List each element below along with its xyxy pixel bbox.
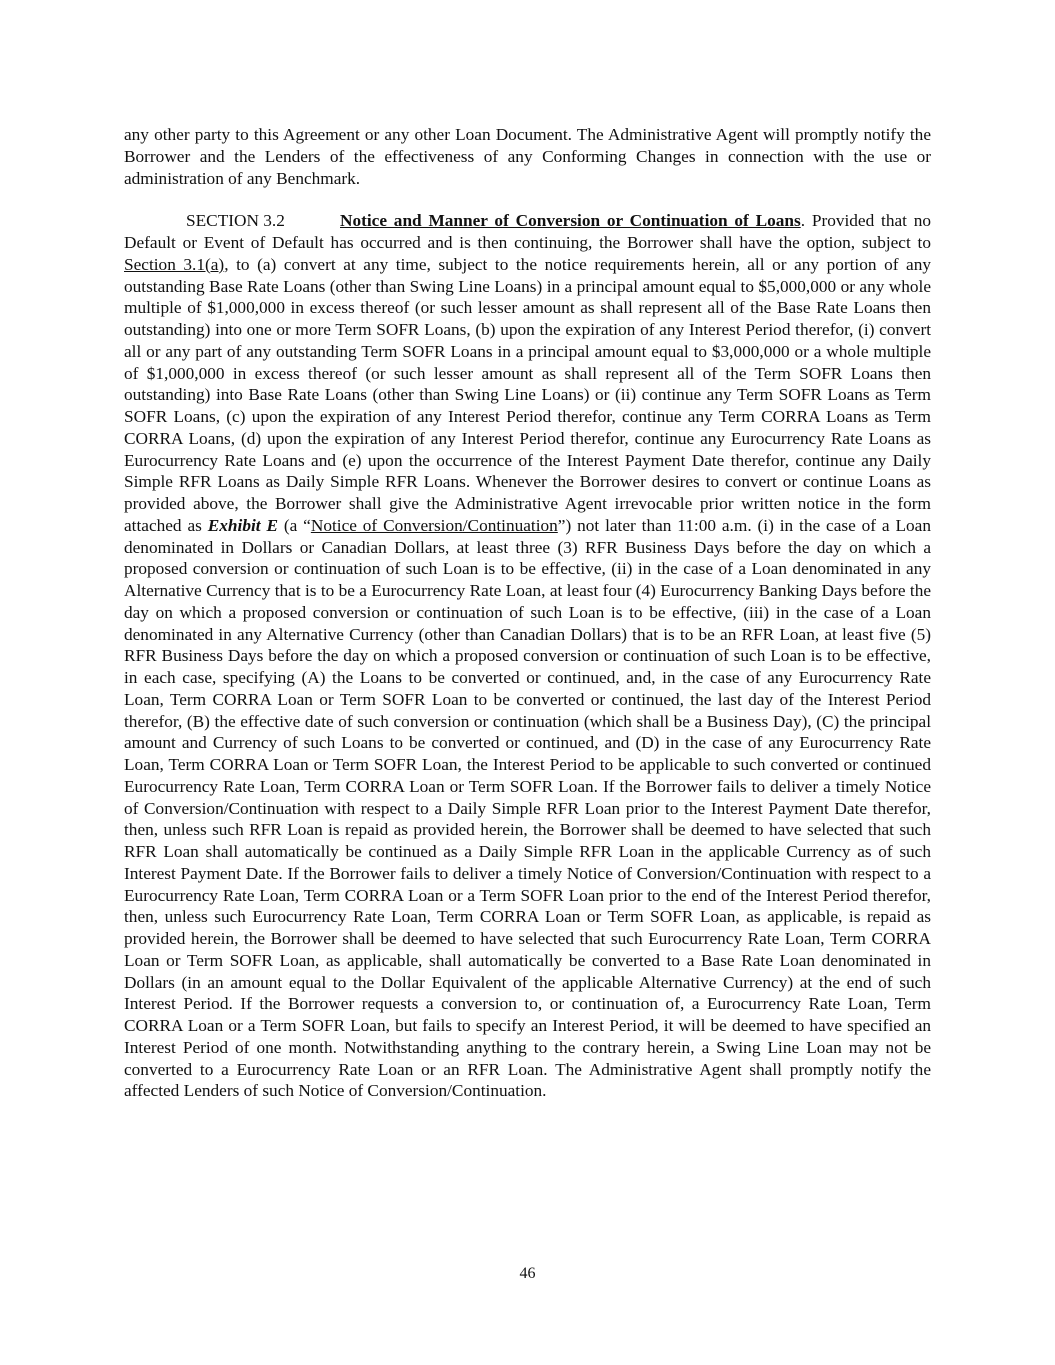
document-page — [124, 124, 931, 1102]
section-cross-reference: Section 3.1(a) — [124, 254, 225, 274]
page-number: 46 — [519, 1265, 536, 1282]
section-paragraph — [124, 210, 931, 1102]
section-text-lead: . Provided that no Default or Event of Default has occurred and is then continuing, the Borrower shall have the option, subject to — [124, 211, 931, 252]
section-heading: Notice and Manner of Conversion or Continuation of Loans — [340, 211, 801, 231]
section-number: SECTION 3.2 — [186, 211, 285, 231]
defined-term: Notice of Conversion/Continuation — [310, 515, 558, 535]
section-text-body-3: ”) not later than 11:00 a.m. (i) in the case of a Loan denominated in Dollars or Canadian Dollars, at least three (3) RFR Business Days before the day on which a proposed conversion or continuation of such Loan is to be effective, (ii) in the case of a Loan denominated in any Alternative Currency that is to be a Eurocurrency Rate Loan, at least four (4) Eurocurrency Banking Days before the day on which a proposed conversion or continuation of such Loan is to be effective, (iii) in the case of a Loan denominated in any Alternative Currency (other than Canadian Dollars) that is to be an RFR Loan, at least five (5) RFR Business Days before the day on which a proposed conversion or continuation of such Loan is to be effective, in each case, specifying (A) the Loans to be converted or continued, and, in the case of any Eurocurrency Rate Loan, Term CORRA Loan or Term SOFR Loan to be converted or continued, the last day of the Interest Period therefor, (B) the effective date of such conversion or continuation (which shall be a Business Day), (C) the principal amount and Currency of such Loans to be converted or continued, and (D) in the case of any Eurocurrency Rate Loan, Term CORRA Loan or Term SOFR Loan, the Interest Period to be applicable to such converted or continued Eurocurrency Rate Loan, Term CORRA Loan or Term SOFR Loan. If the Borrower fails to deliver a timely Notice of Conversion/Continuation with respect to a Daily Simple RFR Loan prior to the Interest Payment Date therefor, then, unless such RFR Loan is repaid as provided herein, the Borrower shall be deemed to have selected that such RFR Loan shall automatically be continued as a Daily Simple RFR Loan in the applicable Currency as of such Interest Payment Date. If the Borrower fails to deliver a timely Notice of Conversion/Continuation with respect to a Eurocurrency Rate Loan, Term CORRA Loan or a Term SOFR Loan prior to the end of the Interest Period therefor, then, unless such Eurocurrency Rate Loan, Term CORRA Loan or Term SOFR Loan, as applicable, is repaid as provided herein, the Borrower shall be deemed to have selected that such Eurocurrency Rate Loan, Term CORRA Loan or Term SOFR Loan, as applicable, shall automatically be converted to a Base Rate Loan denominated in Dollars (in an amount equal to the Dollar Equivalent of the applicable Alternative Currency) at the end of such Interest Period. If the Borrower requests a conversion to, or continuation of, a Eurocurrency Rate Loan, Term CORRA Loan or a Term SOFR Loan, but fails to specify an Interest Period, it will be deemed to have specified an Interest Period of one month. Notwithstanding anything to the contrary herein, a Swing Line Loan may not be converted to a Eurocurrency Rate Loan or an RFR Loan. The Administrative Agent shall promptly notify the affected Lenders of such Notice of Conversion/Continuation. — [124, 515, 931, 1101]
section-text-body-1: , to (a) convert at any time, subject to the notice requirements herein, all or any portion of any outstanding Base Rate Loans (other than Swing Line Loans) in a principal amount equal to $5,000,000 or any whole multiple of $1,000,000 in excess thereof (or such lesser amount as shall represent all of the Base Rate Loans then outstanding) into one or more Term SOFR Loans, (b) upon the expiration of any Interest Period therefor, (i) convert all or any part of any outstanding Term SOFR Loans in a principal amount equal to $3,000,000 or a whole multiple of $1,000,000 in excess thereof (or such lesser amount as shall represent all of the Term SOFR Loans then outstanding) into Base Rate Loans (other than Swing Line Loans) or (ii) continue any Term SOFR Loans as Term SOFR Loans, (c) upon the expiration of any Interest Period therefor, continue any Term CORRA Loans as Term CORRA Loans, (d) upon the expiration of any Interest Period therefor, continue any Eurocurrency Rate Loans as Eurocurrency Rate Loans and (e) upon the occurrence of the Interest Payment Date therefor, continue any Daily Simple RFR Loans as Daily Simple RFR Loans. Whenever the Borrower desires to convert or continue Loans as provided above, the Borrower shall give the Administrative Agent irrevocable prior written notice in the form attached as — [124, 254, 931, 535]
intro-paragraph: any other party to this Agreement or any other Loan Document. The Administrative Agent will promptly notify the Borrower and the Lenders of the effectiveness of any Conforming Changes in connection with the use or administration of any Benchmark. — [124, 125, 931, 188]
exhibit-reference: Exhibit E — [207, 515, 278, 535]
section-text-body-2: (a “ — [277, 515, 311, 535]
